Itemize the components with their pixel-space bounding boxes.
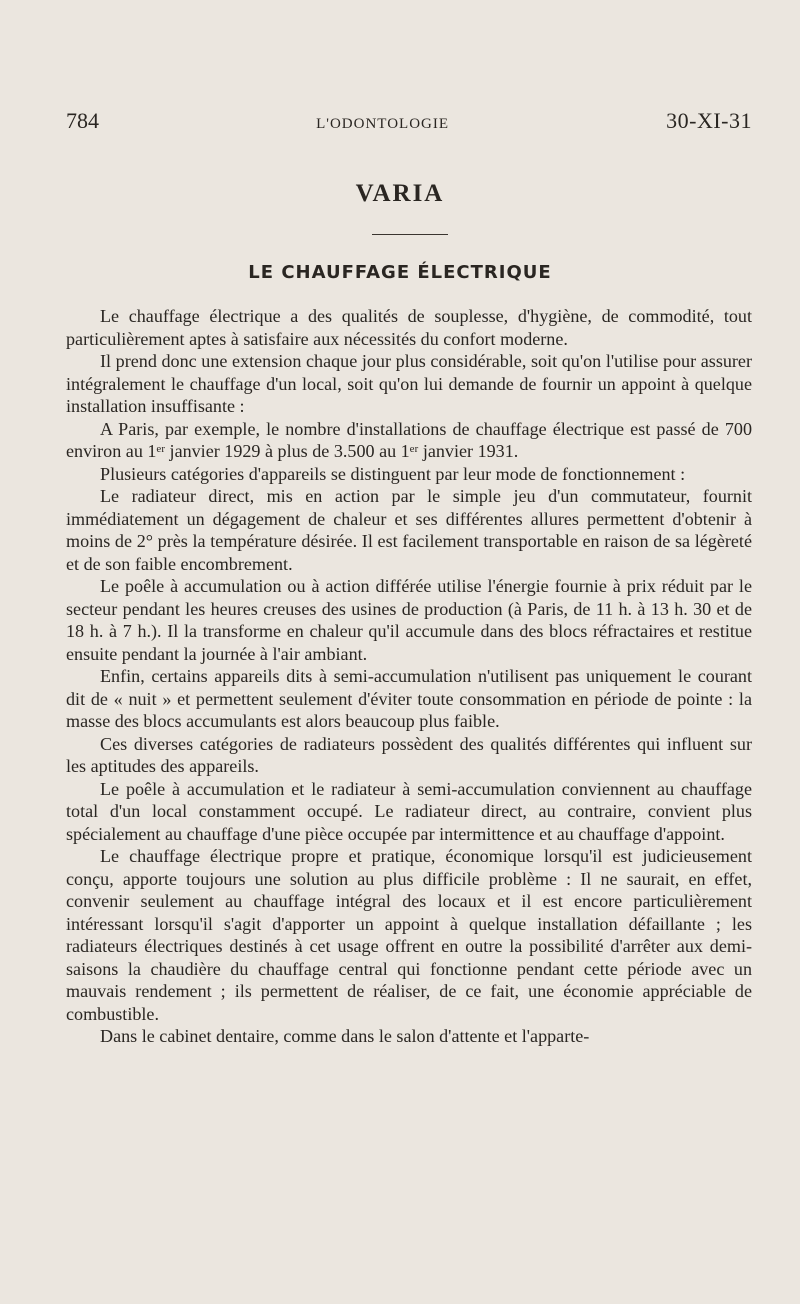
paragraph: Le radiateur direct, mis en action par le simple jeu d'un commutateur, fournit immédiatement un dégagement de chaleur et ses différentes allures permettent d'obtenir à moins de 2° près la température désirée. Il est facilement transportable en raison de sa légèreté et de son faible encombrement. — [66, 486, 752, 574]
title-divider — [372, 234, 448, 235]
paragraph: Dans le cabinet dentaire, comme dans le salon d'attente et l'apparte- — [100, 1026, 590, 1046]
paragraph: Ces diverses catégories de radiateurs possèdent des qualités différentes qui influent sur les aptitudes des appareils. — [66, 733, 752, 776]
paragraph: Le chauffage électrique propre et pratique, économique lorsqu'il est judicieusement conçu, apporte toujours une solution au plus difficile problème : Il ne saurait, en effet, convenir seulement au chauffage intégral des locaux et il est encore particulièrement intéressant lorsqu'il s'agit d'apporter un appoint à quelque installation défaillante ; les radiateurs électriques destinés à cet usage offrent en outre la possibilité d'arrêter aux demi-saisons la chaudière du chauffage central qui fonctionne pendant cette période avec un mauvais rendement ; ils permettent de réaliser, de ce fait, une économie appréciable de combustible. — [66, 846, 752, 1024]
journal-title: L'ODONTOLOGIE — [316, 116, 450, 132]
paragraph: A Paris, par exemple, le nombre d'installations de chauffage électrique est passé de 700 environ au 1ᵉʳ janvier 1929 à plus de 3.500 au 1ᵉʳ janvier 1931. — [66, 418, 752, 461]
paragraph: Le poêle à accumulation ou à action différée utilise l'énergie fournie à prix réduit par le secteur pendant les heures creuses des usines de production (à Paris, de 11 h. à 13 h. 30 et de 18 h. à 7 h.). Il la transforme en chaleur qu'il accumule dans des blocs réfractaires et restitue ensuite pendant la journée à l'air ambiant. — [66, 576, 752, 664]
paragraph: Le poêle à accumulation et le radiateur à semi-accumulation conviennent au chauffage total d'un local constamment occupé. Le radiateur direct, au contraire, convient plus spécialement au chauffage d'une pièce occupée par intermittence et au chauffage d'appoint. — [66, 778, 752, 844]
section-title: VARIA — [355, 180, 445, 207]
issue-date: 30-XI-31 — [666, 108, 752, 133]
running-head — [66, 108, 752, 142]
paragraph: Enfin, certains appareils dits à semi-accumulation n'utilisent pas uniquement le courant dit de « nuit » et permettent seulement d'éviter toute consommation en période de pointe : la masse des blocs accumulants est alors beaucoup plus faible. — [66, 666, 752, 731]
paragraph: Il prend donc une extension chaque jour plus considérable, soit qu'on l'utilise pour assurer intégralement le chauffage d'un local, soit qu'on lui demande de fournir un appoint à quelque installation insuffisante : — [66, 351, 752, 416]
page-number: 784 — [66, 108, 99, 133]
paragraph: Le chauffage électrique a des qualités de souplesse, d'hygiène, de commodité, tout particulièrement aptes à satisfaire aux nécessités du confort moderne. — [66, 306, 752, 349]
article-title: LE CHAUFFAGE ÉLECTRIQUE — [248, 262, 552, 283]
article-body — [66, 305, 752, 1048]
paragraph: Plusieurs catégories d'appareils se distinguent par leur mode de fonctionnement : — [100, 463, 686, 484]
